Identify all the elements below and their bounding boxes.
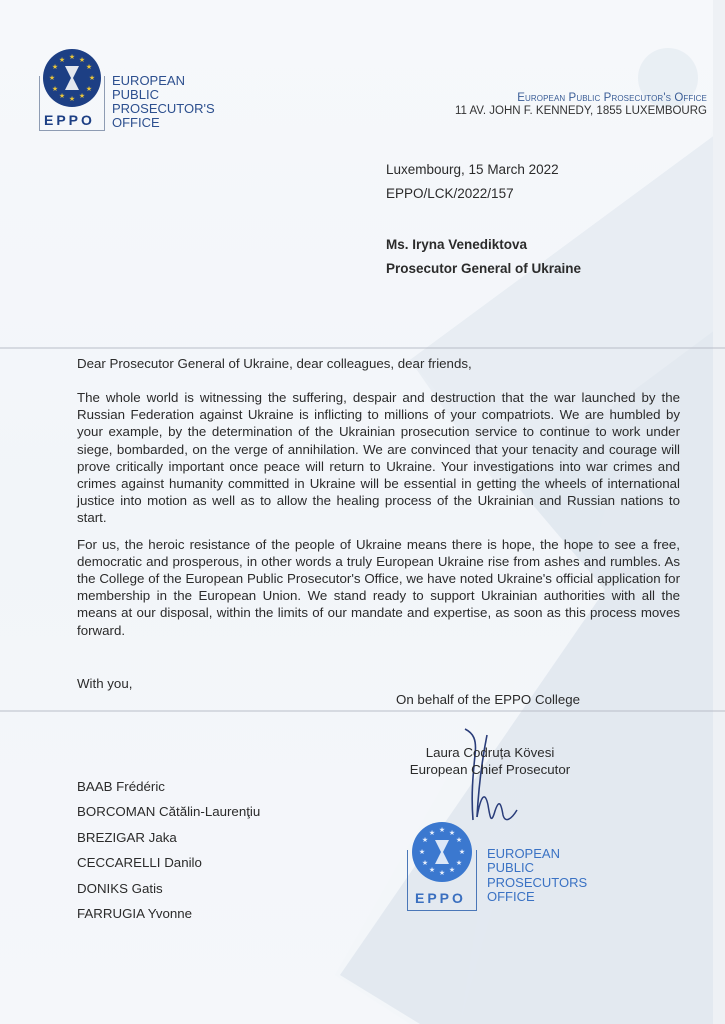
svg-text:★: ★ <box>68 53 76 61</box>
svg-text:★: ★ <box>438 826 446 834</box>
svg-text:★: ★ <box>88 74 96 82</box>
logo-text <box>112 74 215 130</box>
body-paragraph: For us, the heroic resistance of the people of Ukraine means there is hope, the hope to see a free, democratic and prosperous, in other words a truly European Ukraine rise from ashes and rumbles. As the College of the European Public Prosecutor's Office, we have noted Ukraine's official application for membership in the European Union. We stand ready to support Ukrainian authorities with all the means at our disposal, within the limits of our mandate and expertise, as soon as this process moves forward. <box>77 536 680 638</box>
member-name: FARRUGIA Yvonne <box>77 905 193 921</box>
svg-text:★: ★ <box>428 866 436 874</box>
logo-text-line: PUBLIC <box>112 87 159 103</box>
college-members-list <box>77 779 260 931</box>
stamp-circle <box>412 822 472 882</box>
closing: With you, <box>77 676 133 691</box>
svg-text:★: ★ <box>58 56 66 64</box>
logo-badge: EPPO <box>44 112 95 128</box>
body-paragraph: The whole world is witnessing the suffering, despair and destruction that the war launched by the Russian Federation against Ukraine is inflicting to millions of your compatriots. We are humbled by your example, by the determination of the Ukrainian prosecution service to continue to work under siege, bombarded, on the verge of annihilation. We are convinced that your tenacity and courage will prove critically important once peace will return to Ukraine. Your investigations into war crimes and crimes against humanity committed in Ukraine will be essential in getting the wheels of international justice into motion as well as to allow the healing process of the Ukrainian and Russian nations to start. <box>77 390 680 526</box>
addressee-title: Prosecutor General of Ukraine <box>386 261 582 276</box>
letter-body <box>77 389 680 648</box>
header-org-name: European Public Prosecutor's Office <box>517 92 707 104</box>
svg-text:★: ★ <box>455 859 463 867</box>
svg-text:★: ★ <box>58 92 66 100</box>
eppo-logo <box>38 46 108 132</box>
logo-circle <box>43 49 101 107</box>
svg-text:★: ★ <box>51 63 59 71</box>
eu-stars-hourglass-icon <box>43 49 101 107</box>
svg-text:★: ★ <box>455 836 463 844</box>
eu-stars-hourglass-icon <box>412 822 472 882</box>
stamp-badge: EPPO <box>415 890 466 906</box>
logo-text-line: PROSECUTOR'S <box>112 101 215 117</box>
svg-text:★: ★ <box>85 63 93 71</box>
eppo-stamp <box>407 820 479 912</box>
stamp-text-line: OFFICE <box>487 888 535 904</box>
svg-text:★: ★ <box>418 848 426 856</box>
svg-text:★: ★ <box>51 85 59 93</box>
svg-text:★: ★ <box>438 869 446 877</box>
paper-fold-line <box>0 347 725 349</box>
svg-text:★: ★ <box>78 56 86 64</box>
stamp-text-line: EUROPEAN <box>487 846 560 861</box>
stamp-text-line: PROSECUTORS <box>487 874 588 890</box>
paper-edge <box>713 0 725 1024</box>
svg-text:★: ★ <box>48 74 56 82</box>
svg-text:★: ★ <box>85 85 93 93</box>
svg-text:★: ★ <box>428 829 436 837</box>
salutation: Dear Prosecutor General of Ukraine, dear colleagues, dear friends, <box>77 356 472 371</box>
stamp-text <box>487 847 587 904</box>
paper-fold-line <box>0 710 725 712</box>
logo-text-line: EUROPEAN <box>112 73 185 88</box>
header-address-block <box>455 92 707 117</box>
handwritten-signature <box>455 725 535 835</box>
svg-text:★: ★ <box>448 829 456 837</box>
member-name: BAAB Frédéric <box>77 779 165 794</box>
reference-number: EPPO/LCK/2022/157 <box>386 186 514 201</box>
svg-text:★: ★ <box>421 836 429 844</box>
svg-text:★: ★ <box>421 859 429 867</box>
on-behalf-line: On behalf of the EPPO College <box>396 692 581 707</box>
letter-meta <box>386 162 559 210</box>
logo-text-line: OFFICE <box>112 115 160 131</box>
stamp-text-line: PUBLIC <box>487 860 534 876</box>
signer-role: European Chief Prosecutor <box>409 762 571 777</box>
svg-text:★: ★ <box>78 92 86 100</box>
member-name: CECCARELLI Danilo <box>77 855 202 871</box>
signer-block <box>400 744 580 778</box>
svg-text:★: ★ <box>448 866 456 874</box>
addressee-name: Ms. Iryna Venediktova <box>386 237 528 252</box>
member-name: BORCOMAN Cătălin-Laurenţiu <box>77 804 261 820</box>
svg-text:★: ★ <box>458 848 466 856</box>
place-date: Luxembourg, 15 March 2022 <box>386 162 559 177</box>
member-name: BREZIGAR Jaka <box>77 829 177 845</box>
addressee-block <box>386 237 581 285</box>
svg-text:★: ★ <box>68 95 76 103</box>
member-name: DONIKS Gatis <box>77 880 163 896</box>
header-address: 11 AV. JOHN F. KENNEDY, 1855 LUXEMBOURG <box>454 105 707 117</box>
signer-name: Laura Codruța Kövesi <box>425 745 555 760</box>
